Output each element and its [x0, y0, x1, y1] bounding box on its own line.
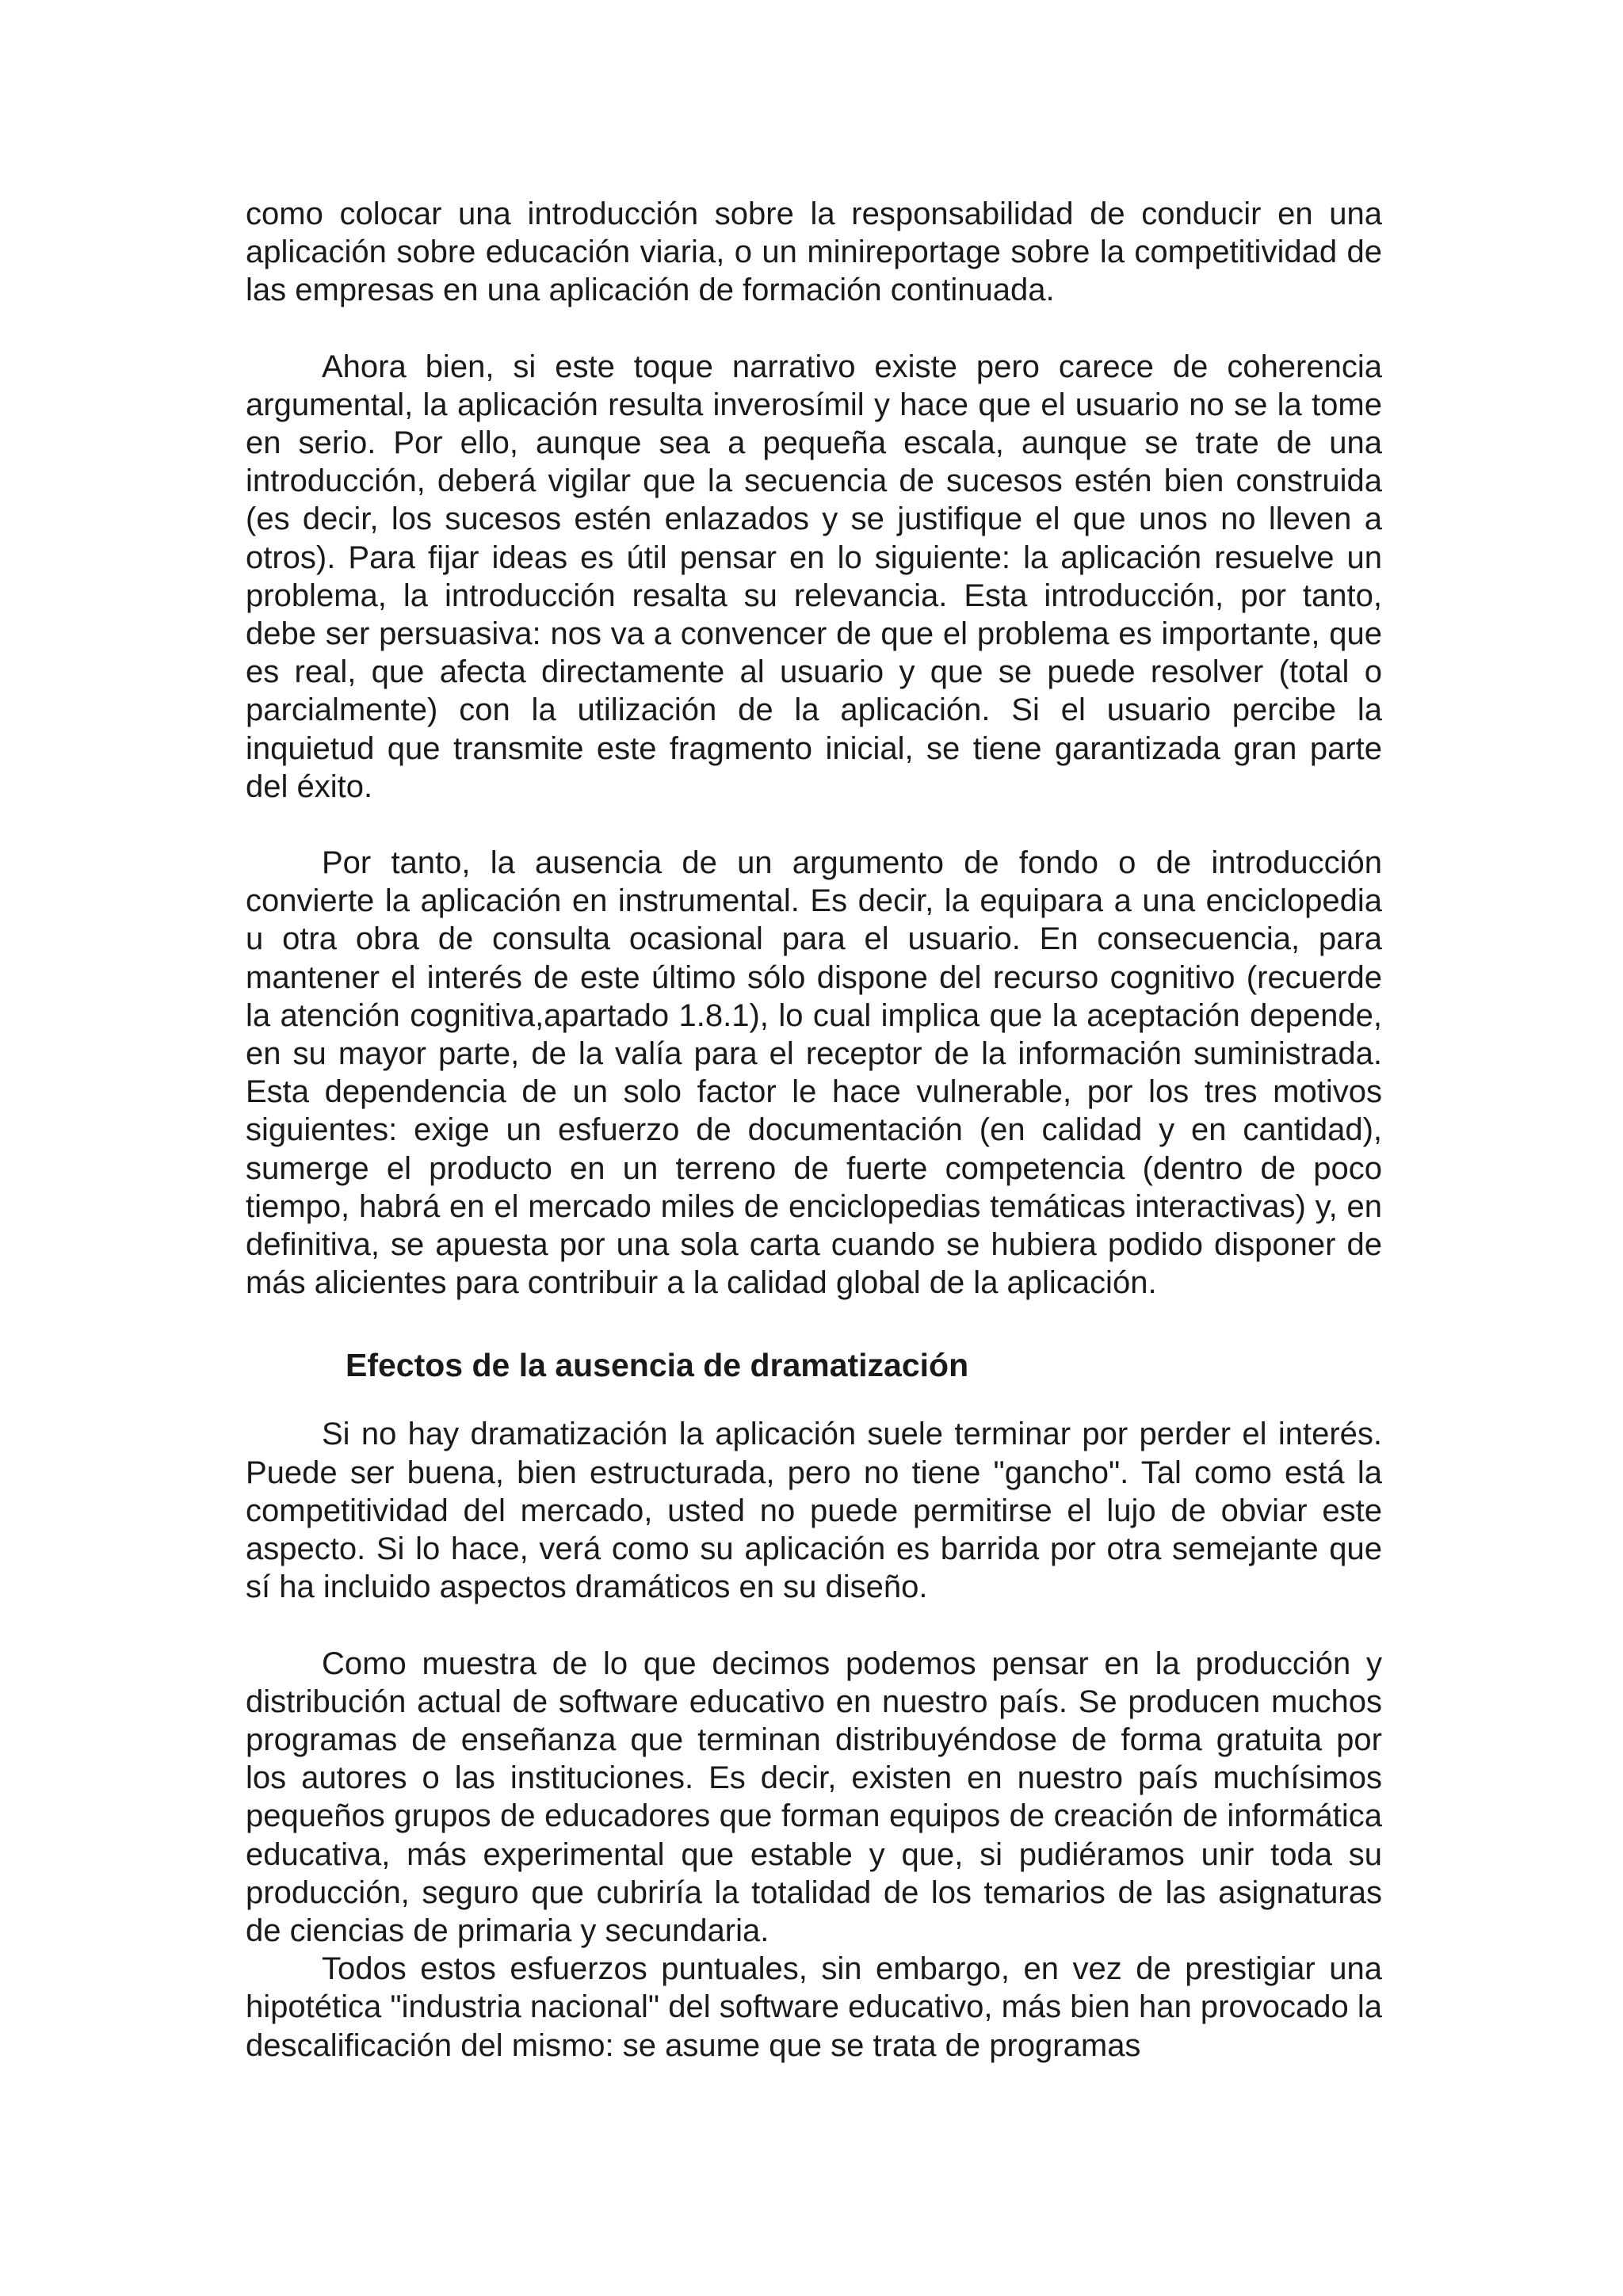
paragraph: Todos estos esfuerzos puntuales, sin embargo, en vez de prestigiar una hipotética "industria nacional" del software educativo, más bien han provocado la descalificación del mismo: se asume que se trata de programas [246, 1951, 1382, 2063]
paragraph: Como muestra de lo que decimos podemos pensar en la producción y distribución actual de software educativo en nuestro país. Se producen muchos programas de enseñanza que terminan distribuyéndose de forma gratuita por los autores o las instituciones. Es decir, existen en nuestro país muchísimos pequeños grupos de educadores que forman equipos de creación de informática educativa, más experimental que estable y que, si pudiéramos unir toda su producción, seguro que cubriría la totalidad de los temarios de las asignaturas de ciencias de primaria y secundaria. [246, 1646, 1382, 1948]
paragraph: como colocar una introducción sobre la responsabilidad de conducir en una aplicación sobre educación viaria, o un minireportage sobre la competitividad de las empresas en una aplicación de formación continuada. [246, 196, 1382, 308]
paragraph: Por tanto, la ausencia de un argumento de fondo o de introducción convierte la aplicación en instrumental. Es decir, la equipara a una enciclopedia u otra obra de consulta ocasional para el usuario. En consecuencia, para mantener el interés de este último sólo dispone del recurso cognitivo (recuerde la atención cognitiva,apartado 1.8.1), lo cual implica que la aceptación depende, en su mayor parte, de la valía para el receptor de la información suministrada. Esta dependencia de un solo factor le hace vulnerable, por los tres motivos siguientes: exige un esfuerzo de documentación (en calidad y en cantidad), sumerge el producto en un terreno de fuerte competencia (dentro de poco tiempo, habrá en el mercado miles de enciclopedias temáticas interactivas) y, en definitiva, se apuesta por una sola carta cuando se hubiera podido disponer de más alicientes para contribuir a la calidad global de la aplicación. [246, 845, 1382, 1301]
paragraph: Si no hay dramatización la aplicación suele terminar por perder el interés. Puede ser buena, bien estructurada, pero no tiene "gancho". Tal como está la competitividad del mercado, usted no puede permitirse el lujo de obviar este aspecto. Si lo hace, verá como su aplicación es barrida por otra semejante que sí ha incluido aspectos dramáticos en su diseño. [246, 1417, 1382, 1605]
document-body [246, 195, 1382, 2065]
paragraph: Ahora bien, si este toque narrativo existe pero carece de coherencia argumental, la aplicación resulta inverosímil y hace que el usuario no se la tome en serio. Por ello, aunque sea a pequeña escala, aunque se trate de una introducción, deberá vigilar que la secuencia de sucesos estén bien construida (es decir, los sucesos estén enlazados y se justifique el que unos no lleven a otros). Para fijar ideas es útil pensar en lo siguiente: la aplicación resuelve un problema, la introducción resalta su relevancia. Esta introducción, por tanto, debe ser persuasiva: nos va a convencer de que el problema es importante, que es real, que afecta directamente al usuario y que se puede resolver (total o parcialmente) con la utilización de la aplicación. Si el usuario percibe la inquietud que transmite este fragmento inicial, se tiene garantizada gran parte del éxito. [246, 349, 1382, 804]
section-heading: Efectos de la ausencia de dramatización [346, 1347, 969, 1384]
